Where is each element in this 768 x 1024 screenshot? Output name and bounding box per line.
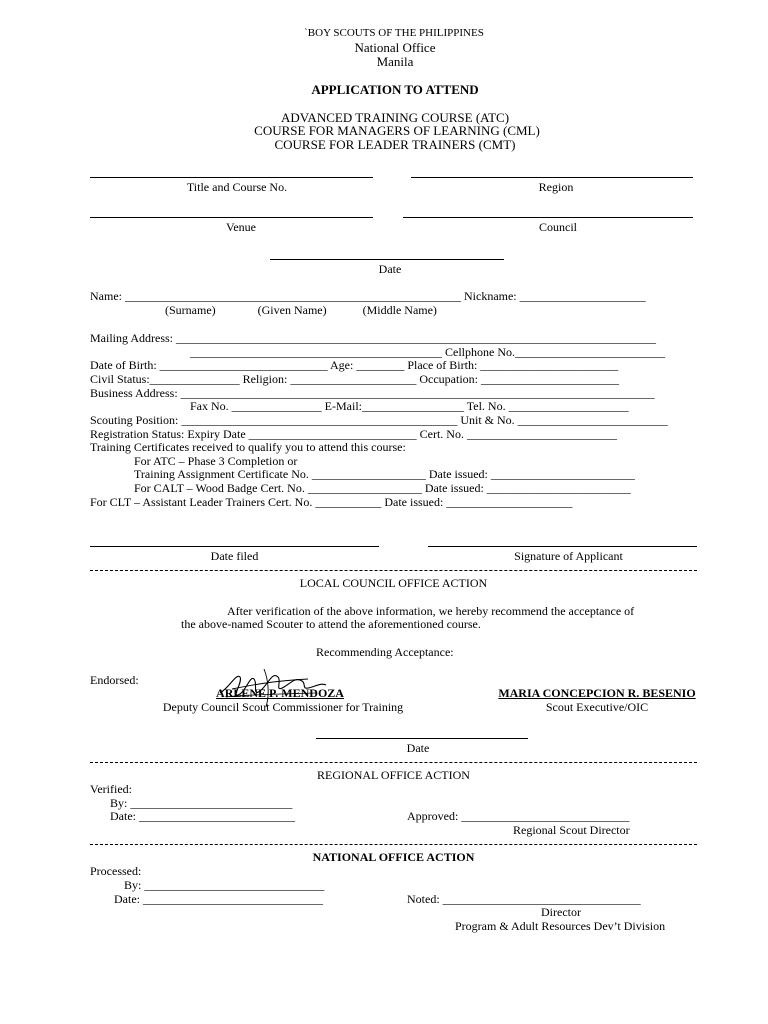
org-name: `BOY SCOUTS OF THE PHILIPPINES bbox=[304, 27, 484, 39]
regional-by-field[interactable]: By: ___________________________ bbox=[110, 796, 293, 810]
region-line[interactable] bbox=[411, 177, 693, 178]
national-by-field[interactable]: By: ______________________________ bbox=[124, 878, 325, 892]
national-office-title: NATIONAL OFFICE ACTION bbox=[312, 850, 475, 864]
city-name: Manila bbox=[376, 54, 414, 69]
national-date-field[interactable]: Date: ______________________________ bbox=[114, 892, 323, 906]
office-name: National Office bbox=[354, 40, 436, 55]
course-date-label: Date bbox=[378, 262, 402, 276]
name-field[interactable]: Name: ________________________________________________________ Nickname: _____________________ bbox=[90, 289, 646, 303]
title-course-no-label: Title and Course No. bbox=[186, 180, 288, 194]
signature-label: Signature of Applicant bbox=[514, 549, 623, 563]
verified-label: Verified: bbox=[90, 782, 132, 796]
local-date-label: Date bbox=[406, 741, 430, 755]
recommending-label: Recommending Acceptance: bbox=[316, 645, 454, 659]
title-course-no-line[interactable] bbox=[90, 177, 373, 178]
regional-date-field[interactable]: Date: __________________________ bbox=[110, 809, 295, 823]
course-line-atc: ADVANCED TRAINING COURSE (ATC) bbox=[280, 110, 510, 125]
registration-status-field[interactable]: Registration Status: Expiry Date ____________________________ Cert. No. _________________________ bbox=[90, 427, 617, 441]
business-address-field[interactable]: Business Address: _______________________________________________________________________________ bbox=[90, 386, 655, 400]
date-filed-line[interactable] bbox=[90, 546, 379, 547]
course-line-cml: COURSE FOR MANAGERS OF LEARNING (CML) bbox=[254, 123, 540, 138]
endorser-position: Deputy Council Scout Commissioner for Training bbox=[162, 700, 404, 714]
council-line[interactable] bbox=[403, 217, 693, 218]
fax-email-tel-field[interactable]: Fax No. _______________ E-Mail:_________________ Tel. No. ____________________ bbox=[190, 399, 629, 413]
processed-label: Processed: bbox=[90, 864, 142, 878]
venue-label: Venue bbox=[226, 220, 256, 234]
regional-office-title: REGIONAL OFFICE ACTION bbox=[317, 768, 470, 782]
atc-label: For ATC – Phase 3 Completion or bbox=[134, 454, 298, 468]
division-label: Program & Adult Resources Dev’t Division bbox=[455, 919, 666, 933]
endorser-name: ARLENE P. MENDOZA bbox=[216, 686, 344, 700]
executive-position: Scout Executive/OIC bbox=[545, 700, 649, 714]
date-filed-label: Date filed bbox=[210, 549, 259, 563]
local-paragraph-1: After verification of the above information, we hereby recommend the acceptance of bbox=[227, 604, 635, 618]
clt-field[interactable]: For CLT – Assistant Leader Trainers Cert. No. ___________ Date issued: _____________________ bbox=[90, 495, 573, 509]
regional-director-label: Regional Scout Director bbox=[513, 823, 630, 837]
national-director-label: Director bbox=[541, 905, 581, 919]
calt-field[interactable]: For CALT – Wood Badge Cert. No. ___________________ Date issued: ________________________ bbox=[134, 481, 631, 495]
form-title: APPLICATION TO ATTEND bbox=[311, 82, 479, 97]
divider bbox=[90, 570, 697, 571]
training-certificates-label: Training Certificates received to qualify you to attend this course: bbox=[90, 440, 406, 454]
divider bbox=[90, 762, 697, 763]
region-label: Region bbox=[538, 180, 574, 194]
scouting-position-field[interactable]: Scouting Position: ______________________________________________ Unit & No. _________________________ bbox=[90, 413, 668, 427]
divider bbox=[90, 844, 697, 845]
course-line-cmt: COURSE FOR LEADER TRAINERS (CMT) bbox=[274, 137, 516, 152]
endorsed-label: Endorsed: bbox=[90, 673, 139, 687]
mailing-address-field[interactable]: Mailing Address: ________________________________________________________________________________ bbox=[90, 331, 656, 345]
approved-field[interactable]: Approved: ____________________________ bbox=[407, 809, 630, 823]
tac-field[interactable]: Training Assignment Certificate No. ___________________ Date issued: ________________________ bbox=[134, 467, 635, 481]
cellphone-field[interactable]: __________________________________________ Cellphone No._________________________ bbox=[190, 345, 665, 359]
executive-name: MARIA CONCEPCION R. BESENIO bbox=[498, 686, 696, 700]
local-date-line[interactable] bbox=[316, 738, 528, 739]
council-label: Council bbox=[539, 220, 577, 234]
noted-field[interactable]: Noted: _________________________________ bbox=[407, 892, 641, 906]
name-sublabels: (Surname) (Given Name) (Middle Name) bbox=[165, 303, 437, 317]
venue-line[interactable] bbox=[90, 217, 373, 218]
local-paragraph-2: the above-named Scouter to attend the aforementioned course. bbox=[181, 617, 481, 631]
date-of-birth-field[interactable]: Date of Birth: ____________________________ Age: ________ Place of Birth: _______________________ bbox=[90, 358, 619, 372]
civil-status-field[interactable]: Civil Status:_______________ Religion: _____________________ Occupation: _______________________ bbox=[90, 372, 619, 386]
course-date-line[interactable] bbox=[270, 259, 504, 260]
local-council-title: LOCAL COUNCIL OFFICE ACTION bbox=[299, 576, 488, 590]
signature-line[interactable] bbox=[428, 546, 697, 547]
